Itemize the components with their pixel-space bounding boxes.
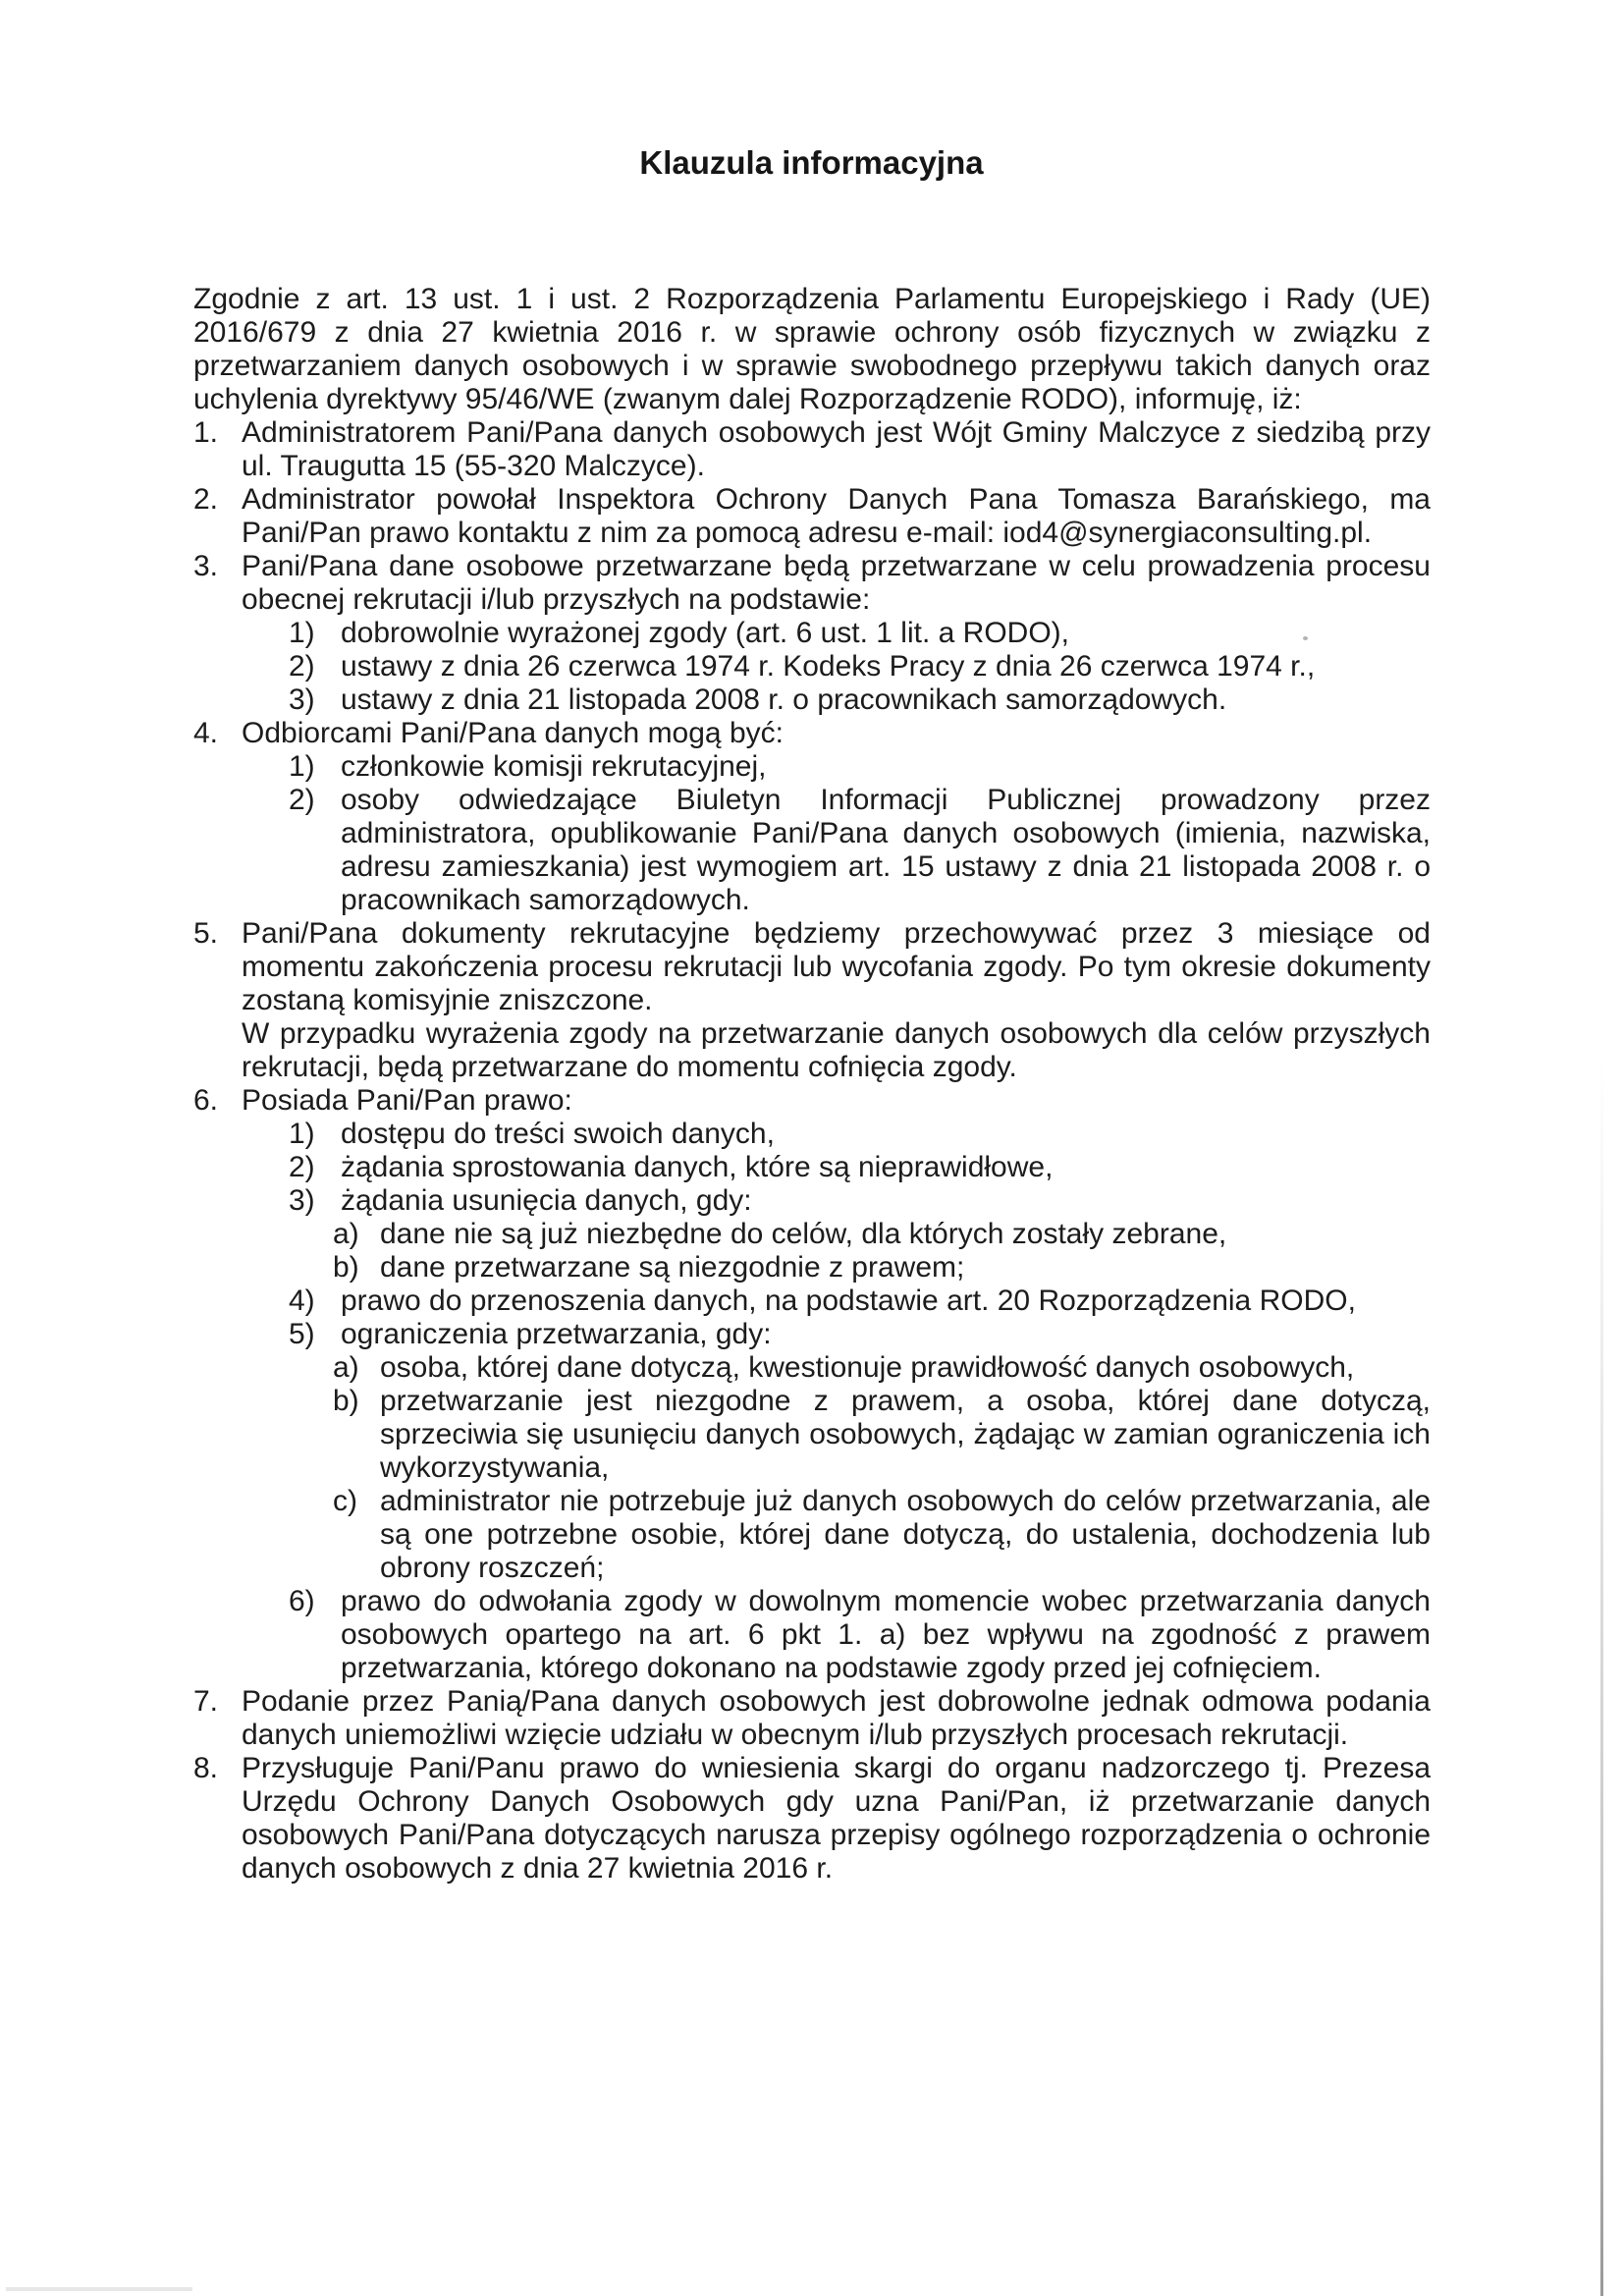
list-item-text: Administratorem Pani/Pana danych osobowych jest Wójt Gminy Malczyce z siedzibą przy ul. Traugutta 15 (55-320 Malczyce). [242, 416, 1431, 482]
list-item [193, 717, 1431, 750]
list-item [193, 1084, 1431, 1118]
sub-list-item [289, 784, 1431, 917]
list-item [193, 1685, 1431, 1752]
sub-sub-list-item-marker: b) [333, 1385, 359, 1417]
list-item-number: 3. [193, 550, 219, 582]
sub-sub-list-item [333, 1351, 1431, 1385]
scan-artifact-bottom-line [6, 2287, 192, 2291]
sub-list-item [289, 1151, 1431, 1184]
sub-sub-list-item [333, 1251, 1431, 1285]
list-item-text: Pani/Pana dokumenty rekrutacyjne będziemy przechowywać przez 3 miesiące od momentu zakończenia procesu rekrutacji lub wycofania zgody. Po tym okresie dokumenty zostaną komisyjnie zniszczone. [242, 917, 1431, 1016]
list-item-number: 5. [193, 917, 219, 950]
list-item-continuation [193, 1017, 1431, 1084]
sub-list-item-text: dobrowolnie wyrażonej zgody (art. 6 ust. 1 lit. a RODO), [341, 617, 1069, 649]
sub-list-item-marker: 2) [289, 1151, 315, 1183]
sub-list-item-text: żądania usunięcia danych, gdy: [341, 1184, 752, 1217]
sub-sub-list-item-marker: b) [333, 1251, 359, 1284]
sub-list-item [289, 617, 1431, 650]
sub-list-item-marker: 1) [289, 750, 315, 783]
sub-list-item [289, 1318, 1431, 1351]
sub-list-item [289, 1585, 1431, 1685]
sub-list-item-text: dostępu do treści swoich danych, [341, 1118, 775, 1150]
sub-list-item [289, 683, 1431, 717]
list-item-number: 2. [193, 483, 219, 516]
sub-list-item [289, 1184, 1431, 1218]
sub-sub-list-item-text: administrator nie potrzebuje już danych osobowych do celów przetwarzania, ale są one potrzebne osobie, której dane dotyczą, do ustalenia, dochodzenia lub obrony roszczeń; [380, 1485, 1431, 1584]
list-item [193, 483, 1431, 550]
list-item-number: 6. [193, 1084, 219, 1117]
sub-list-item-marker: 2) [289, 650, 315, 683]
list-item-number: 4. [193, 717, 219, 749]
sub-list-item [289, 1118, 1431, 1151]
list-item-number: 8. [193, 1752, 219, 1784]
page-title: Klauzula informacyjna [639, 144, 984, 181]
list-item-continuation-text: W przypadku wyrażenia zgody na przetwarzanie danych osobowych dla celów przyszłych rekrutacji, będą przetwarzane do momentu cofnięcia zgody. [242, 1017, 1431, 1083]
sub-list-item-marker: 3) [289, 1184, 315, 1217]
sub-list-item [289, 750, 1431, 784]
sub-list-item-marker: 1) [289, 1118, 315, 1150]
sub-sub-list-item [333, 1218, 1431, 1251]
sub-list-item-marker: 1) [289, 617, 315, 649]
list-item-text: Odbiorcami Pani/Pana danych mogą być: [242, 717, 784, 749]
sub-list-item-text: członkowie komisji rekrutacyjnej, [341, 750, 767, 783]
sub-list-item-text: żądania sprostowania danych, które są nieprawidłowe, [341, 1151, 1054, 1183]
sub-list-item-marker: 5) [289, 1318, 315, 1350]
sub-sub-list-item-text: dane przetwarzane są niezgodnie z prawem; [380, 1251, 965, 1284]
sub-list-item-marker: 2) [289, 784, 315, 816]
sub-sub-list-item-text: przetwarzanie jest niezgodne z prawem, a osoba, której dane dotyczą, sprzeciwia się usunięciu danych osobowych, żądając w zamian ograniczenia ich wykorzystywania, [380, 1385, 1431, 1484]
sub-list-item-text: ustawy z dnia 21 listopada 2008 r. o pracownikach samorządowych. [341, 683, 1227, 716]
sub-sub-list-item-text: dane nie są już niezbędne do celów, dla których zostały zebrane, [380, 1218, 1227, 1250]
document-body [193, 283, 1431, 1886]
list-item [193, 550, 1431, 617]
list-item-text: Posiada Pani/Pan prawo: [242, 1084, 572, 1117]
sub-sub-list-item [333, 1485, 1431, 1585]
sub-list-item-text: prawo do przenoszenia danych, na podstawie art. 20 Rozporządzenia RODO, [341, 1285, 1356, 1317]
sub-sub-list-item-marker: c) [333, 1485, 357, 1517]
sub-list-item-text: ustawy z dnia 26 czerwca 1974 r. Kodeks Pracy z dnia 26 czerwca 1974 r., [341, 650, 1316, 683]
list-item [193, 917, 1431, 1017]
list-item-text: Podanie przez Panią/Pana danych osobowych jest dobrowolne jednak odmowa podania danych uniemożliwi wzięcie udziału w obecnym i/lub przyszłych procesach rekrutacji. [242, 1685, 1431, 1751]
scan-artifact-vertical-line [1600, 1061, 1603, 2296]
sub-list-item-text: osoby odwiedzające Biuletyn Informacji Publicznej prowadzony przez administratora, opublikowanie Pani/Pana danych osobowych (imienia, nazwiska, adresu zamieszkania) jest wymogiem art. 15 ustawy z dnia 21 listopada 2008 r. o pracownikach samorządowych. [341, 784, 1431, 916]
list-item-number: 1. [193, 416, 219, 449]
sub-sub-list-item-marker: a) [333, 1351, 359, 1384]
sub-list-item-text: ograniczenia przetwarzania, gdy: [341, 1318, 772, 1350]
sub-list-item-text: prawo do odwołania zgody w dowolnym momencie wobec przetwarzania danych osobowych opartego na art. 6 pkt 1. a) bez wpływu na zgodność z prawem przetwarzania, którego dokonano na podstawie zgody przed jej cofnięciem. [341, 1585, 1431, 1684]
list-item [193, 416, 1431, 483]
sub-list-item [289, 1285, 1431, 1318]
intro-paragraph: Zgodnie z art. 13 ust. 1 i ust. 2 Rozporządzenia Parlamentu Europejskiego i Rady (UE) 2016/679 z dnia 27 kwietnia 2016 r. w sprawie ochrony osób fizycznych w związku z przetwarzaniem danych osobowych i w sprawie swobodnego przepływu takich danych oraz uchylenia dyrektywy 95/46/WE (zwanym dalej Rozporządzenie RODO), informuję, iż: [193, 283, 1431, 415]
list-item-text: Administrator powołał Inspektora Ochrony Danych Pana Tomasza Barańskiego, ma Pani/Pan prawo kontaktu z nim za pomocą adresu e-mail: iod4@synergiaconsulting.pl. [242, 483, 1431, 549]
sub-list-item-marker: 6) [289, 1585, 315, 1617]
sub-list-item-marker: 4) [289, 1285, 315, 1317]
list-item-text: Przysługuje Pani/Panu prawo do wniesienia skargi do organu nadzorczego tj. Prezesa Urzędu Ochrony Danych Osobowych gdy uzna Pani/Pan, iż przetwarzanie danych osobowych Pani/Pana dotyczących narusza przepisy ogólnego rozporządzenia o ochronie danych osobowych z dnia 27 kwietnia 2016 r. [242, 1752, 1431, 1885]
sub-list-item [289, 650, 1431, 683]
sub-sub-list-item-text: osoba, której dane dotyczą, kwestionuje prawidłowość danych osobowych, [380, 1351, 1355, 1384]
list-item-text: Pani/Pana dane osobowe przetwarzane będą przetwarzane w celu prowadzenia procesu obecnej rekrutacji i/lub przyszłych na podstawie: [242, 550, 1431, 616]
sub-sub-list-item [333, 1385, 1431, 1485]
list-item-number: 7. [193, 1685, 219, 1718]
list-item [193, 1752, 1431, 1886]
sub-list-item-marker: 3) [289, 683, 315, 716]
sub-sub-list-item-marker: a) [333, 1218, 359, 1250]
